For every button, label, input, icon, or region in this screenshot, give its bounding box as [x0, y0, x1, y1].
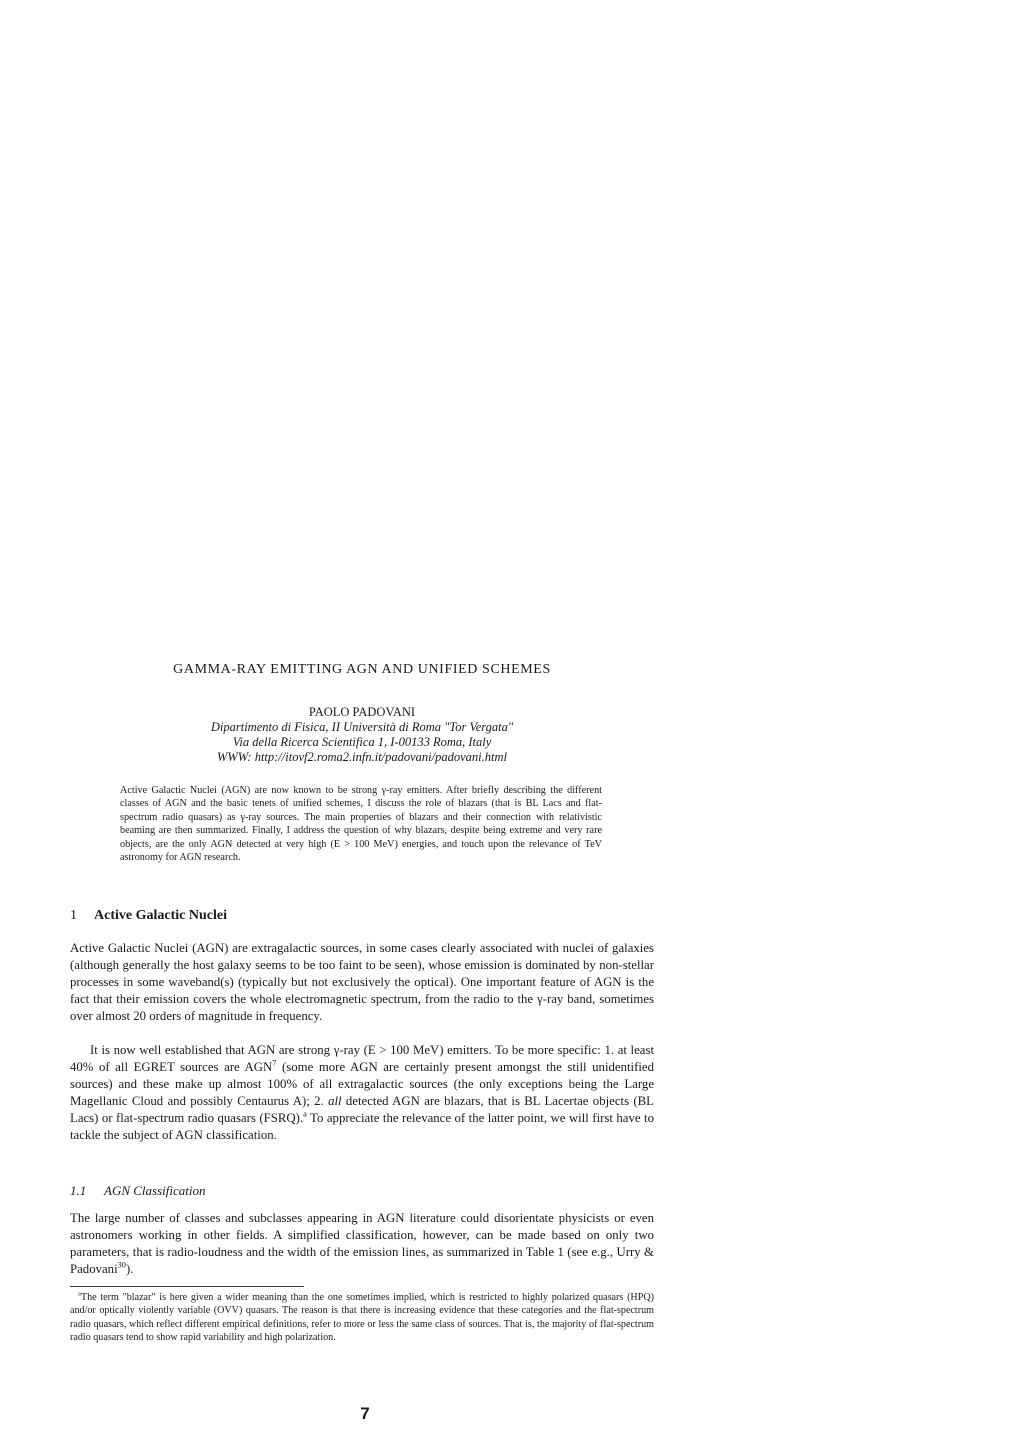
subsection-title: AGN Classification — [104, 1183, 206, 1198]
paragraph-1-text: Active Galactic Nuclei (AGN) are extragalactic sources, in some cases clearly associated with nuclei of galaxies (although generally the host galaxy seems to be too faint to be seen), whose emission is dominated by non-stellar processes in some waveband(s) (typically but not exclusively the optical). One important feature of AGN is the fact that their emission covers the whole electromagnetic spectrum, from the radio to the γ-ray band, sometimes over almost 20 orders of magnitude in frequency. — [70, 941, 654, 1023]
abstract: Active Galactic Nuclei (AGN) are now known to be strong γ-ray emitters. After briefly describing the different classes of AGN and the basic tenets of unified schemes, I discuss the role of blazars (that is BL Lacs and flat-spectrum radio quasars) as γ-ray sources. The main properties of blazars and their connection with relativistic beaming are then summarized. Finally, I address the question of why blazars, despite being extreme and very rare objects, are the only AGN detected at very high (E > 100 MeV) energies, and touch upon the relevance of TeV astronomy for AGN research. — [120, 785, 602, 864]
footnote-rule — [70, 1286, 304, 1287]
paragraph-2-part-d: To appreciate the relevance of the latter point, we will first have to tackle the subject of AGN classification. — [70, 1111, 654, 1142]
body-paragraph-1 — [70, 940, 654, 1025]
subsection-number: 1.1 — [70, 1183, 87, 1198]
paragraph-2-part-a: It is now well established that AGN are strong γ-ray (E > 100 MeV) emitters. To be more specific: 1. at least 40% of all EGRET sources are AGN — [70, 1043, 654, 1074]
body-paragraph-2 — [70, 1042, 654, 1144]
author-block — [70, 705, 654, 765]
paragraph-2-part-c: detected AGN are blazars, that is BL Lacertae objects (BL Lacs) or flat-spectrum radio quasars (FSRQ). — [70, 1094, 654, 1125]
author-name: PAOLO PADOVANI — [308, 705, 416, 719]
footnote — [70, 1291, 654, 1345]
subsection-heading — [70, 1183, 205, 1199]
footnote-text: The term "blazar" is here given a wider meaning than the one sometimes implied, which is restricted to highly polarized quasars (HPQ) and/or optically violently variable (OVV) quasars. The reason is that there is increasing evidence that these categories and the flat-spectrum radio quasars, which reflect different empirical definitions, refer to more or less the same class of sources. That is, the majority of flat-spectrum radio quasars tend to show rapid variability and high polarization. — [70, 1292, 654, 1344]
section-title: Active Galactic Nuclei — [94, 908, 227, 923]
citation-ref: 7 — [272, 1058, 277, 1068]
footnote-marker: a — [78, 1290, 81, 1298]
section-number: 1 — [70, 908, 77, 923]
affiliation-line-1: Dipartimento di Fisica, II Università di Roma "Tor Vergata" — [210, 720, 514, 734]
paper-title: GAMMA-RAY EMITTING AGN AND UNIFIED SCHEMES — [173, 662, 551, 677]
paragraph-2-emphasis: all — [328, 1094, 342, 1108]
paragraph-3-part-b: ). — [125, 1262, 134, 1276]
page-number: 7 — [360, 1404, 370, 1423]
section-heading — [70, 908, 227, 924]
paragraph-3-part-a: The large number of classes and subclasses appearing in AGN literature could disorientate physicists or even astronomers working in other fields. A simplified classification, however, can be made based on only two parameters, that is radio-loudness and the width of the emission lines, as summarized in Table 1 (see e.g., Urry & Padovani — [70, 1211, 654, 1276]
citation-ref: 30 — [117, 1260, 126, 1270]
footnote-ref: a — [303, 1109, 307, 1119]
paragraph-2-part-b: (some more AGN are certainly present amongst the still unidentified sources) and these make up almost 100% of all extragalactic sources (the only exceptions being the Large Magellanic Cloud and possibly Centaurus A); 2. — [70, 1060, 654, 1108]
affiliation-line-2: Via della Ricerca Scientifica 1, I-00133 Roma, Italy — [232, 735, 492, 749]
affiliation-line-3: WWW: http://itovf2.roma2.infn.it/padovani/padovani.html — [216, 750, 507, 764]
body-paragraph-3 — [70, 1210, 654, 1278]
